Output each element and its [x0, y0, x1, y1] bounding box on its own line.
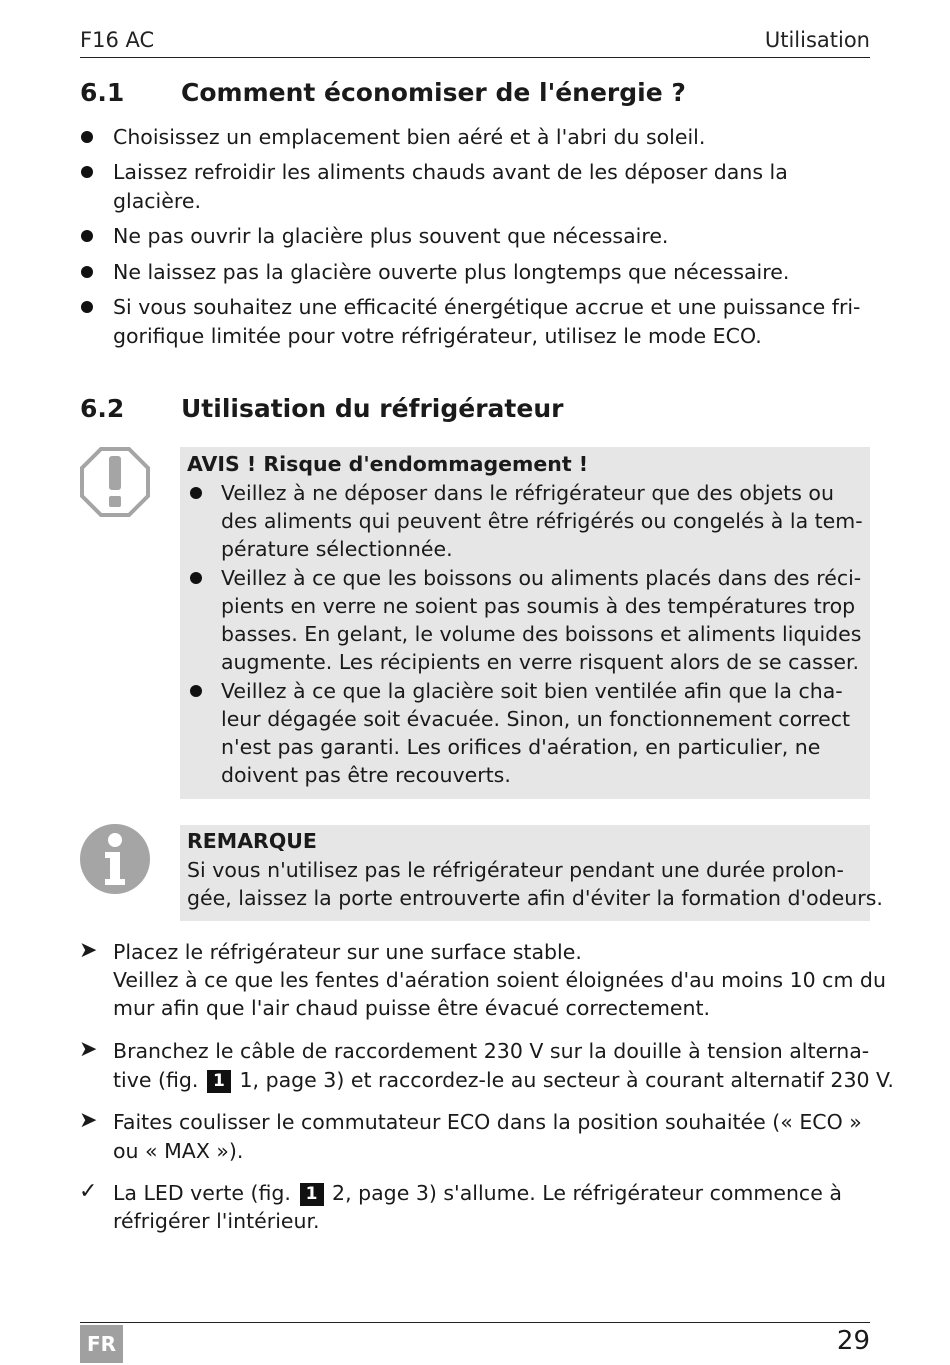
info-circle-icon	[79, 823, 151, 895]
notice-text: des aliments qui peuvent être réfrigérés ou congelés à la tem-	[221, 509, 863, 533]
step-text: Branchez le câble de raccordement 230 V sur la douille à tension alterna-	[113, 1039, 870, 1063]
notice-text: doivent pas être recouverts.	[221, 763, 511, 787]
notice-title: AVIS ! Risque d'endommagement !	[187, 452, 589, 476]
notice-text: Veillez à ce que les boissons ou aliments placés dans des réci-	[221, 566, 862, 590]
bullet-dot	[81, 301, 93, 313]
notice-text: pérature sélectionnée.	[221, 537, 453, 561]
bullet-text: Ne laissez pas la glacière ouverte plus longtemps que nécessaire.	[113, 260, 790, 284]
language-badge: FR	[80, 1325, 123, 1363]
result-text: réfrigérer l'intérieur.	[113, 1209, 320, 1233]
bullet-dot	[190, 572, 202, 584]
bullet-text: Laissez refroidir les aliments chauds avant de les déposer dans la	[113, 160, 788, 184]
header-chapter: Utilisation	[764, 28, 870, 52]
page-number: 29	[836, 1326, 870, 1356]
figure-reference-badge: 1	[207, 1070, 231, 1093]
header-rule	[80, 57, 870, 58]
section-title: Utilisation du réfrigérateur	[181, 394, 564, 423]
step-text: Placez le réfrigérateur sur une surface stable.	[113, 940, 582, 964]
remark-text: Si vous n'utilisez pas le réfrigérateur pendant une durée prolon-	[187, 858, 844, 882]
notice-text: Veillez à ce que la glacière soit bien ventilée afin que la cha-	[221, 679, 843, 703]
step-text	[113, 1066, 894, 1095]
bullet-dot	[81, 266, 93, 278]
bullet-text: glacière.	[113, 189, 201, 213]
step-text: Faites coulisser le commutateur ECO dans la position souhaitée (« ECO »	[113, 1110, 862, 1134]
bullet-text: Ne pas ouvrir la glacière plus souvent que nécessaire.	[113, 224, 669, 248]
step-text-part: 1, page 3) et raccordez-le au secteur à courant alternatif 230 V.	[239, 1068, 894, 1092]
notice-text: basses. En gelant, le volume des boissons et aliments liquides	[221, 622, 862, 646]
bullet-dot	[81, 131, 93, 143]
header-product: F16 AC	[80, 28, 155, 52]
bullet-text: gorifique limitée pour votre réfrigérateur, utilisez le mode ECO.	[113, 324, 762, 348]
notice-text: n'est pas garanti. Les orifices d'aération, en particulier, ne	[221, 735, 821, 759]
notice-text: augmente. Les récipients en verre risquent alors de se casser.	[221, 650, 860, 674]
result-text-part: La LED verte (fig.	[113, 1181, 291, 1205]
check-icon: ✓	[79, 1179, 98, 1204]
step-text: Veillez à ce que les fentes d'aération soient éloignées d'au moins 10 cm du	[113, 968, 886, 992]
section-number: 6.2	[80, 394, 125, 423]
notice-text: pients en verre ne soient pas soumis à des températures trop	[221, 594, 856, 618]
footer-rule	[80, 1322, 870, 1323]
step-text: ou « MAX »).	[113, 1139, 244, 1163]
step-text: mur afin que l'air chaud puisse être évacué correctement.	[113, 996, 711, 1020]
section-title: Comment économiser de l'énergie ?	[181, 78, 686, 107]
bullet-dot	[81, 166, 93, 178]
bullet-dot	[190, 487, 202, 499]
notice-text: leur dégagée soit évacuée. Sinon, un fonctionnement correct	[221, 707, 851, 731]
bullet-dot	[190, 685, 202, 697]
remark-text: gée, laissez la porte entrouverte afin d'éviter la formation d'odeurs.	[187, 886, 883, 910]
bullet-dot	[81, 230, 93, 242]
arrow-icon: ➤	[79, 1108, 98, 1133]
warning-octagon-icon	[79, 446, 151, 518]
notice-text: Veillez à ne déposer dans le réfrigérateur que des objets ou	[221, 481, 834, 505]
bullet-text: Si vous souhaitez une efficacité énergétique accrue et une puissance fri-	[113, 295, 861, 319]
bullet-text: Choisissez un emplacement bien aéré et à l'abri du soleil.	[113, 125, 706, 149]
remark-title: REMARQUE	[187, 829, 317, 853]
step-text-part: tive (fig.	[113, 1068, 199, 1092]
section-number: 6.1	[80, 78, 125, 107]
result-text	[113, 1179, 842, 1208]
arrow-icon: ➤	[79, 938, 98, 963]
arrow-icon: ➤	[79, 1037, 98, 1062]
result-text-part: 2, page 3) s'allume. Le réfrigérateur commence à	[332, 1181, 842, 1205]
figure-reference-badge: 1	[300, 1183, 324, 1206]
